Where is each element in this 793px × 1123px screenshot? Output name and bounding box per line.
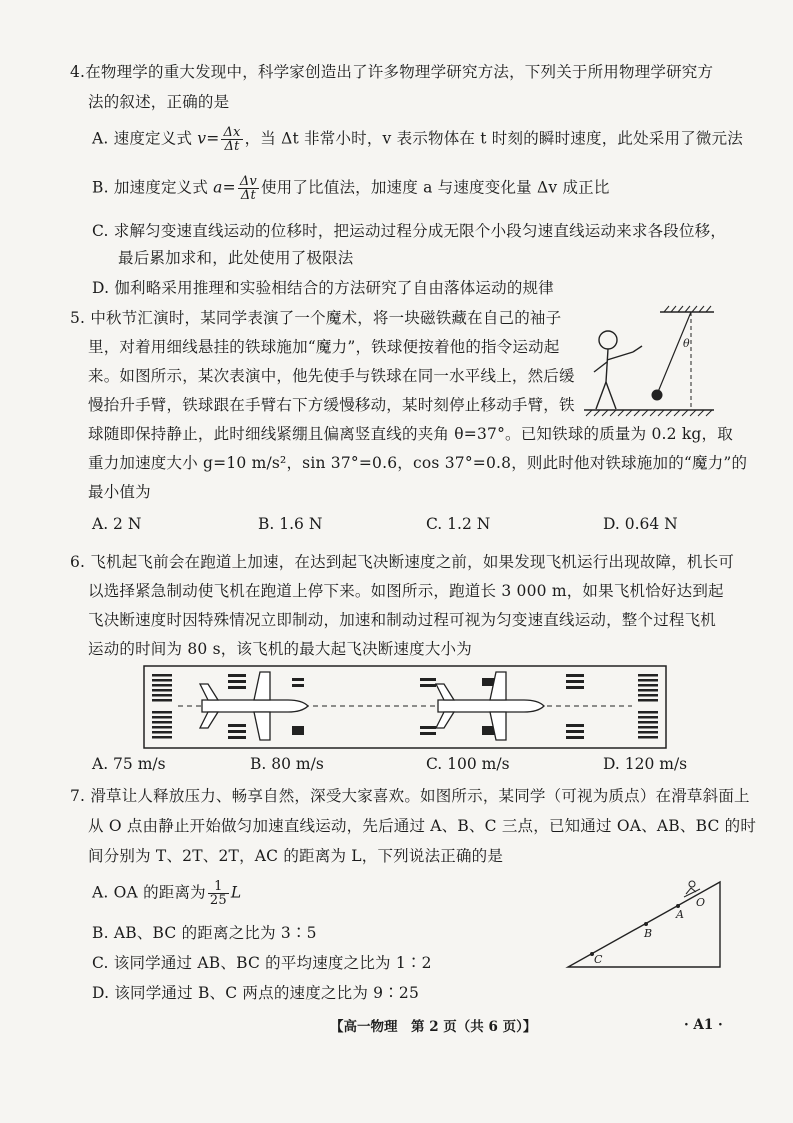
q4-b-var: a [213,178,223,197]
q4-a-suffix: ，当 Δt 非常小时，v 表示物体在 t 时刻的瞬时速度，此处采用了微元法 [244,129,744,148]
q6-runway-figure [142,664,668,750]
q4-a-prefix: A. 速度定义式 [92,129,198,148]
q4-b-numerator: Δv [239,174,257,189]
q5-option-d: D. 0.64 N [603,515,678,533]
q7-a-prefix: A. OA 的距离为 [92,883,206,902]
q4-a-numerator: Δx [223,125,241,140]
q4-option-a [92,126,743,153]
q7-a-denominator: 25 [209,893,227,908]
q6-line-1: 6. 飞机起飞前会在跑道上加速，在达到起飞决断速度之前，如果发现飞机运行出现故障，机长可 [70,553,735,571]
q4-a-fraction [221,126,242,153]
q4-a-denominator: Δt [224,139,240,154]
q5-option-a: A. 2 N [92,515,142,533]
q7-label-c: C [594,953,603,966]
q7-a-numerator: 1 [208,880,229,894]
q7-option-c: C. 该同学通过 AB、BC 的平均速度之比为 1∶2 [92,954,432,972]
q7-a-fraction [208,880,229,907]
q5-line-2: 里，对着用细线悬挂的铁球施加“魔力”，铁球便按着他的指令运动起 [88,338,560,356]
q6-option-a: A. 75 m/s [92,755,166,773]
q5-line-5: 球随即保持静止，此时细线紧绷且偏离竖直线的夹角 θ=37°。已知铁球的质量为 0.2 kg，取 [88,425,733,443]
q5-line-3: 来。如图所示，某次表演中，他先使手与铁球在同一水平线上，然后缓 [88,367,575,385]
q4-b-denominator: Δt [240,188,256,203]
q7-option-b: B. AB、BC 的距离之比为 3∶5 [92,924,317,942]
q4-a-eq: = [206,129,220,148]
q7-line-2: 从 O 点由静止开始做匀加速直线运动，先后通过 A、B、C 三点，已知通过 OA、AB、BC 的时 [88,817,757,835]
q4-b-suffix: 使用了比值法，加速度 a 与速度变化量 Δv 成正比 [260,178,610,197]
q5-option-b: B. 1.6 N [258,515,323,533]
q5-option-c: C. 1.2 N [426,515,491,533]
q4-b-fraction [238,175,259,202]
q7-a-suffix: L [230,883,242,902]
q7-label-b: B [644,927,653,940]
q7-label-a: A [676,908,684,921]
q4-option-c-line-1: C. 求解匀变速直线运动的位移时，把运动过程分成无限个小段匀速直线运动来求各段位移， [92,222,727,240]
q5-line-4: 慢抬升手臂，铁球跟在手臂右下方缓慢移动，某时刻停止移动手臂，铁 [88,396,575,414]
q7-option-d: D. 该同学通过 B、C 两点的速度之比为 9∶25 [92,984,420,1002]
q4-a-var: v [197,129,207,148]
q4-option-b [92,175,610,202]
q6-line-2: 以选择紧急制动使飞机在跑道上停下来。如图所示，跑道长 3 000 m，如果飞机恰好达到起 [88,582,724,600]
q4-stem-line-1: 4.在物理学的重大发现中，科学家创造出了许多物理学研究方法，下列关于所用物理学研究方 [70,63,714,81]
q5-line-7: 最小值为 [88,483,151,501]
q6-line-3: 飞决断速度时因特殊情况立即制动，加速和制动过程可视为匀变速直线运动，整个过程飞机 [88,611,717,629]
q5-line-1: 5. 中秋节汇演时，某同学表演了一个魔术，将一块磁铁藏在自己的袖子 [70,309,562,327]
q6-option-c: C. 100 m/s [426,755,510,773]
q4-option-d: D. 伽利略采用推理和实验相结合的方法研究了自由落体运动的规律 [92,279,554,297]
q7-line-3: 间分别为 T、2T、2T，AC 的距离为 L，下列说法正确的是 [88,847,504,865]
q5-line-6: 重力加速度大小 g=10 m/s²，sin 37°=0.6，cos 37°=0.8，则此时他对铁球施加的“魔力”的 [88,454,748,472]
q4-option-c-line-2: 最后累加求和，此处使用了极限法 [118,249,354,267]
q7-incline-figure [560,872,730,972]
page-footer: 【高一物理 第 2 页（共 6 页）】 [330,1019,537,1035]
q6-option-b: B. 80 m/s [250,755,324,773]
q7-line-1: 7. 滑草让人释放压力、畅享自然，深受大家喜欢。如图所示，某同学（可视为质点）在滑草斜面上 [70,787,750,805]
q4-b-eq: = [222,178,236,197]
q4-stem-line-2: 法的叙述，正确的是 [88,93,230,111]
q7-label-o: O [696,896,706,909]
q7-option-a [92,880,241,907]
q4-b-prefix: B. 加速度定义式 [92,178,214,197]
q6-option-d: D. 120 m/s [603,755,688,773]
q5-theta-label: θ [683,337,690,350]
page-code: · A1 · [684,1017,723,1033]
q5-pendulum-figure [578,302,728,424]
q6-line-4: 运动的时间为 80 s，该飞机的最大起飞决断速度大小为 [88,640,472,658]
